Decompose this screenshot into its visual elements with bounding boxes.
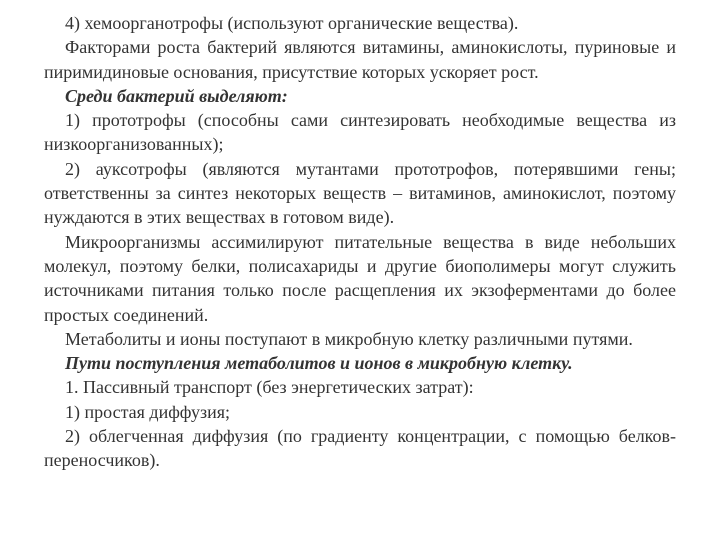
paragraph-facilitated-diffusion: 2) облегченная диффузия (по градиенту концентрации, с помощью белков-переносчиков). xyxy=(44,426,676,471)
paragraph-auxotrophs: 2) ауксотрофы (являются мутантами прототрофов, потерявшими гены; ответственны за синтез некоторых веществ – витаминов, аминокислот, поэтому нуждаются в этих веществах в готовом виде). xyxy=(44,158,676,228)
heading-bacteria-types: Среди бактерий выделяют: xyxy=(65,85,288,106)
paragraph-chemoorganotrophs: 4) хемоорганотрофы (используют органические вещества). xyxy=(65,13,519,33)
paragraph-metabolites-entry: Метаболиты и ионы поступают в микробную клетку различными путями. xyxy=(65,328,633,349)
paragraph-prototrophs: 1) прототрофы (способны сами синтезировать необходимые вещества из низкоорганизованных); xyxy=(44,110,676,155)
paragraph-passive-transport: 1. Пассивный транспорт (без энергетических затрат): xyxy=(65,377,474,398)
paragraph-assimilation: Микроорганизмы ассимилируют питательные вещества в виде небольших молекул, поэтому белки, полисахариды и другие биополимеры могут служить источниками питания только после расщепления их экзоферментами до более простых соединений. xyxy=(44,231,676,325)
paragraph-growth-factors: Факторами роста бактерий являются витамины, аминокислоты, пуриновые и пиримидиновые основания, присутствие которых ускоряет рост. xyxy=(44,37,676,82)
document-page xyxy=(44,0,676,473)
heading-transport-pathways: Пути поступления метаболитов и ионов в микробную клетку. xyxy=(65,353,573,374)
paragraph-simple-diffusion: 1) простая диффузия; xyxy=(65,401,231,422)
